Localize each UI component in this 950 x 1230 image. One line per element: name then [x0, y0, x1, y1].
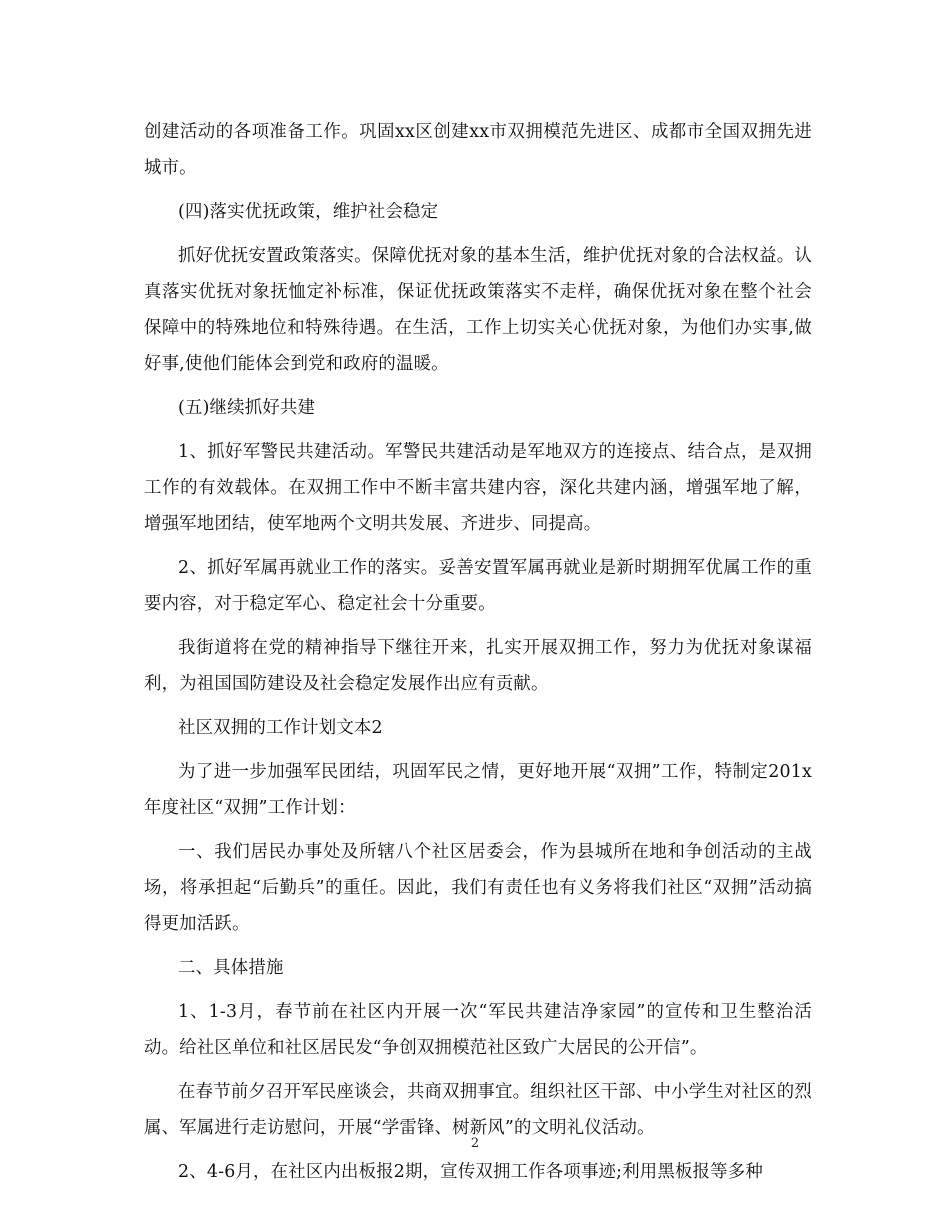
paragraph: 2、抓好军属再就业工作的落实。妥善安置军属再就业是新时期拥军优属工作的重要内容，对于稳定军心、稳定社会十分重要。: [144, 558, 812, 614]
paragraph: 在春节前夕召开军民座谈会，共商双拥事宜。组织社区干部、中小学生对社区的烈属、军属进行走访慰问，开展“学雷锋、树新风”的文明礼仪活动。: [144, 1082, 812, 1138]
section-heading-measures: 二、具体措施: [178, 958, 284, 978]
page-number: 2: [470, 1136, 480, 1151]
paragraph: 我街道将在党的精神指导下继往开来，扎实开展双拥工作，努力为优抚对象谋福利，为祖国国防建设及社会稳定发展作出应有贡献。: [144, 638, 812, 694]
document-subtitle: 社区双拥的工作计划文本2: [178, 718, 383, 738]
paragraph: 1、1-3月，春节前在社区内开展一次“军民共建洁净家园”的宣传和卫生整治活动。给社区单位和社区居民发“争创双拥模范社区致广大居民的公开信”。: [144, 1002, 812, 1058]
paragraph: 2、4-6月，在社区内出板报2期，宣传双拥工作各项事迹;利用黑板报等多种: [178, 1162, 763, 1182]
paragraph: 1、抓好军警民共建活动。军警民共建活动是军地双方的连接点、结合点，是双拥工作的有效载体。在双拥工作中不断丰富共建内容，深化共建内涵，增强军地了解，增强军地团结，使军地两个文明共发展、齐进步、同提高。: [144, 442, 812, 534]
paragraph: 为了进一步加强军民团结，巩固军民之情，更好地开展“双拥”工作，特制定201x年度社区“双拥”工作计划：: [144, 762, 812, 818]
section-heading-4: (四)落实优抚政策，维护社会稳定: [178, 202, 439, 222]
paragraph: 抓好优抚安置政策落实。保障优抚对象的基本生活，维护优抚对象的合法权益。认真落实优抚对象抚恤定补标准，保证优抚政策落实不走样，确保优抚对象在整个社会保障中的特殊地位和特殊待遇。在生活，工作上切实关心优抚对象，为他们办实事,做好事,使他们能体会到党和政府的温暖。: [144, 246, 812, 374]
document-body: [144, 114, 812, 1198]
section-heading-5: (五)继续抓好共建: [178, 398, 316, 418]
paragraph-continued: 创建活动的各项准备工作。巩固xx区创建xx市双拥模范先进区、成都市全国双拥先进城市。: [144, 122, 812, 178]
paragraph: 一、我们居民办事处及所辖八个社区居委会，作为县城所在地和争创活动的主战场，将承担起“后勤兵”的重任。因此，我们有责任也有义务将我们社区“双拥”活动搞得更加活跃。: [144, 842, 812, 934]
